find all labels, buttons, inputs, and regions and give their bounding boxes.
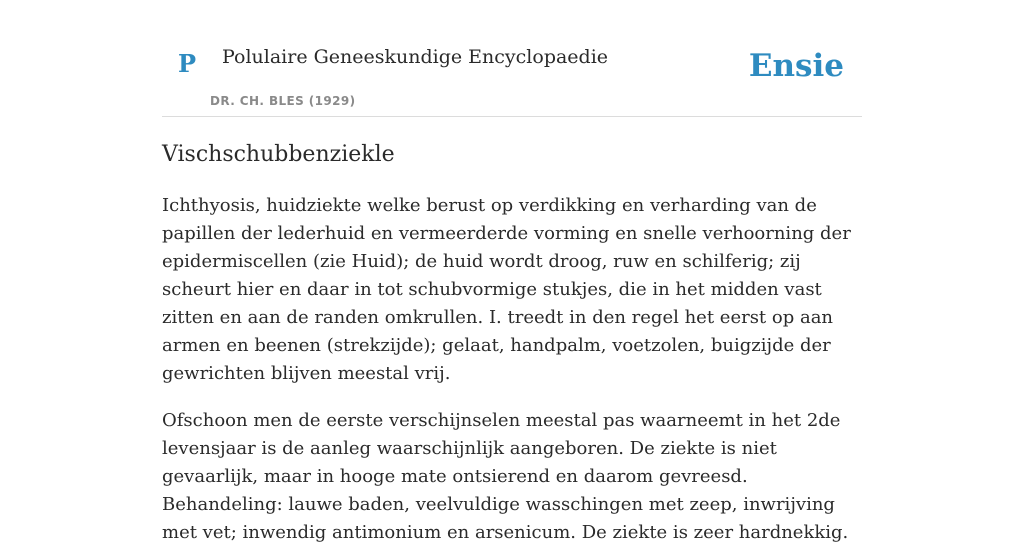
article-title: Vischschubbenziekle (162, 142, 395, 167)
article (162, 140, 862, 547)
book-logo[interactable]: P (178, 49, 197, 78)
article-paragraph: Ofschoon men de eerste verschijnselen meestal pas waarneemt in het 2de levensjaar is de aanleg waarschijnlijk aangeboren. De ziekte is niet gevaarlijk, maar in hooge mate ontsierend en daarom gevreesd. Behandeling: lauwe baden, veelvuldige wasschingen met zeep, inwrijving met vet; inwendig antimonium en arsenicum. De ziekte is zeer hardnekkig. (162, 410, 849, 543)
book-author: DR. CH. BLES (1929) (210, 94, 356, 108)
ensie-logo[interactable]: Ensie (748, 48, 844, 84)
page-header (162, 0, 862, 117)
book-title[interactable]: Polulaire Geneeskundige Encyclopaedie (222, 46, 609, 68)
article-paragraph: Ichthyosis, huidziekte welke berust op verdikking en verharding van de papillen der lederhuid en vermeerderde vorming en snelle verhoorning der epidermiscellen (zie Huid); de huid wordt droog, ruw en schilferig; zij scheurt hier en daar in tot schubvormige stukjes, die in het midden vast zitten en aan de randen omkrullen. I. treedt in den regel het eerst op aan armen en beenen (strekzijde); gelaat, handpalm, voetzolen, buigzijde der gewrichten blijven meestal vrij. (162, 195, 851, 384)
